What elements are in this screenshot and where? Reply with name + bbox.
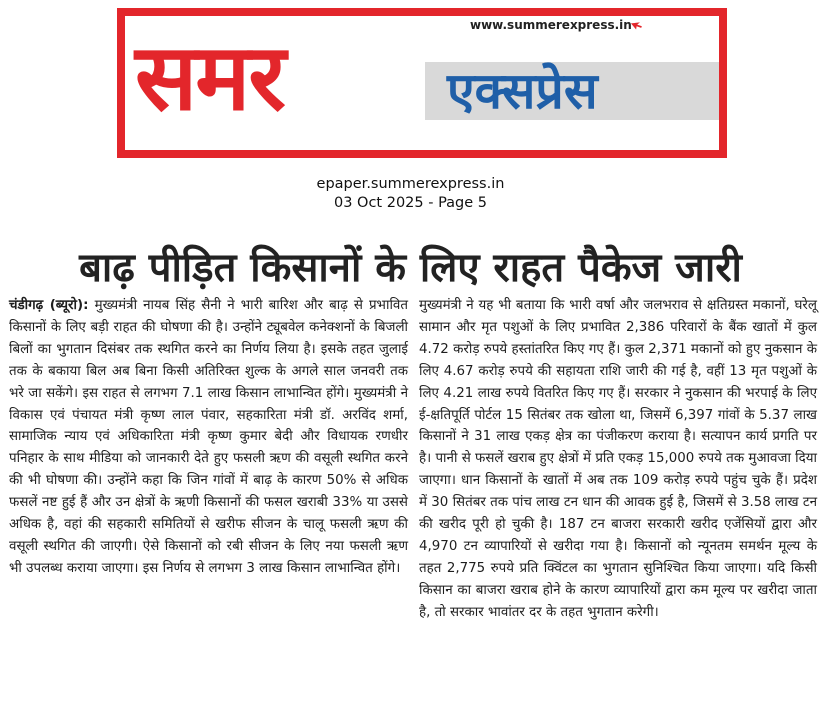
masthead-logo bbox=[117, 8, 727, 158]
article-column-left bbox=[9, 295, 408, 580]
article-body-right: मुख्यमंत्री ने यह भी बताया कि भारी वर्षा और जलभराव से क्षतिग्रस्त मकानों, घरेलू सामान और मृत पशुओं के लिए प्रभावित 2,386 परिवारों के बैंक खातों में कुल 4.72 करोड़ रुपये हस्तांतरित किए गए हैं। कुल 2,371 मकानों को हुए नुकसान के लिए 4.67 करोड़ रुपये की सहायता राशि जारी की गई है, वहीं 13 मृत पशुओं के लिए 4.21 लाख रुपये वितरित किए गए हैं। सरकार ने नुकसान की भरपाई के लिए ई-क्षतिपूर्ति पोर्टल 15 सितंबर तक खोला था, जिसमें 6,397 गांवों के 5.37 लाख किसानों ने 31 लाख एकड़ क्षेत्र का पंजीकरण कराया है। सत्यापन कार्य प्रगति पर है। पानी से फसलें खराब हुए क्षेत्रों में प्रति एकड़ 15,000 रुपये तक मुआवजा दिया जाएगा। धान किसानों के खातों में अब तक 109 करोड़ रुपये पहुंच चुके हैं। प्रदेश में 30 सितंबर तक पांच लाख टन धान की आवक हुई है, जिसमें से 3.58 लाख टन की खरीद पूरी हो चुकी है। 187 टन बाजरा सरकारी खरीद एजेंसियों द्वारा और 4,970 टन व्यापारियों से खरीदा गया है। किसानों को न्यूनतम समर्थन मूल्य के तहत 2,775 रुपये प्रति क्विंटल का भुगतान सुनिश्चित किया जाएगा। यदि किसी किसान का बाजरा खराब होने के कारण व्यापारियों द्वारा कम मूल्य पर खरीदा जाता है, तो सरकार भावांतर दर के तहत भुगतान करेगी। bbox=[419, 298, 817, 620]
masthead-inner bbox=[125, 16, 719, 150]
brand-subtitle: एक्सप्रेस bbox=[447, 62, 598, 120]
dateline: चंडीगढ़ (ब्यूरो): bbox=[9, 298, 89, 313]
article-body-left: मुख्यमंत्री नायब सिंह सैनी ने भारी बारिश और बाढ़ से प्रभावित किसानों के लिए बड़ी राहत की घोषणा की है। उन्होंने ट्यूबवेल कनेक्शनों के बिजली बिलों का भुगतान दिसंबर तक स्थगित करने का निर्णय लिया है। इसके तहत जुलाई तक के बकाया बिल अब बिना किसी अतिरिक्त शुल्क के अगले साल जनवरी तक भरे जा सकेंगे। इस राहत से लगभग 7.1 लाख किसान लाभान्वित होंगे। मुख्यमंत्री ने विकास एवं पंचायत मंत्री कृष्ण लाल पंवार, सहकारिता मंत्री डॉ. अरविंद शर्मा, सामाजिक न्याय एवं अधिकारिता मंत्री कृष्ण कुमार बेदी और विधायक रणधीर पनिहार के साथ मीडिया को जानकारी देते हुए फसली ऋण की वसूली स्थगित करने की भी घोषणा की। उन्होंने कहा कि जिन गांवों में बाढ़ के कारण 50% से अधिक फसलें नष्ट हुई हैं और उन क्षेत्रों के ऋणी किसानों की फसल खराबी 33% या उससे अधिक है, वहां की सहकारी समितियों से खरीफ सीजन के चालू फसली ऋण की वसूली स्थगित की जाएगी। ऐसे किसानों को रबी सीजन के लिए नया फसली ऋण भी उपलब्ध कराया जाएगा। इस निर्णय से लगभग 3 लाख किसान लाभान्वित होंगे। bbox=[9, 298, 408, 576]
cursor-arrow-icon bbox=[630, 16, 646, 32]
brand-title: समर bbox=[135, 24, 284, 131]
website-label: www.summerexpress.in bbox=[470, 18, 632, 32]
article-column-right bbox=[419, 295, 817, 624]
article-headline: बाढ़ पीड़ित किसानों के लिए राहत पैकेज जारी bbox=[79, 245, 742, 291]
epaper-url[interactable]: epaper.summerexpress.in bbox=[316, 176, 505, 192]
edition-date-page: 03 Oct 2025 - Page 5 bbox=[333, 195, 488, 211]
edition-info bbox=[0, 175, 821, 213]
